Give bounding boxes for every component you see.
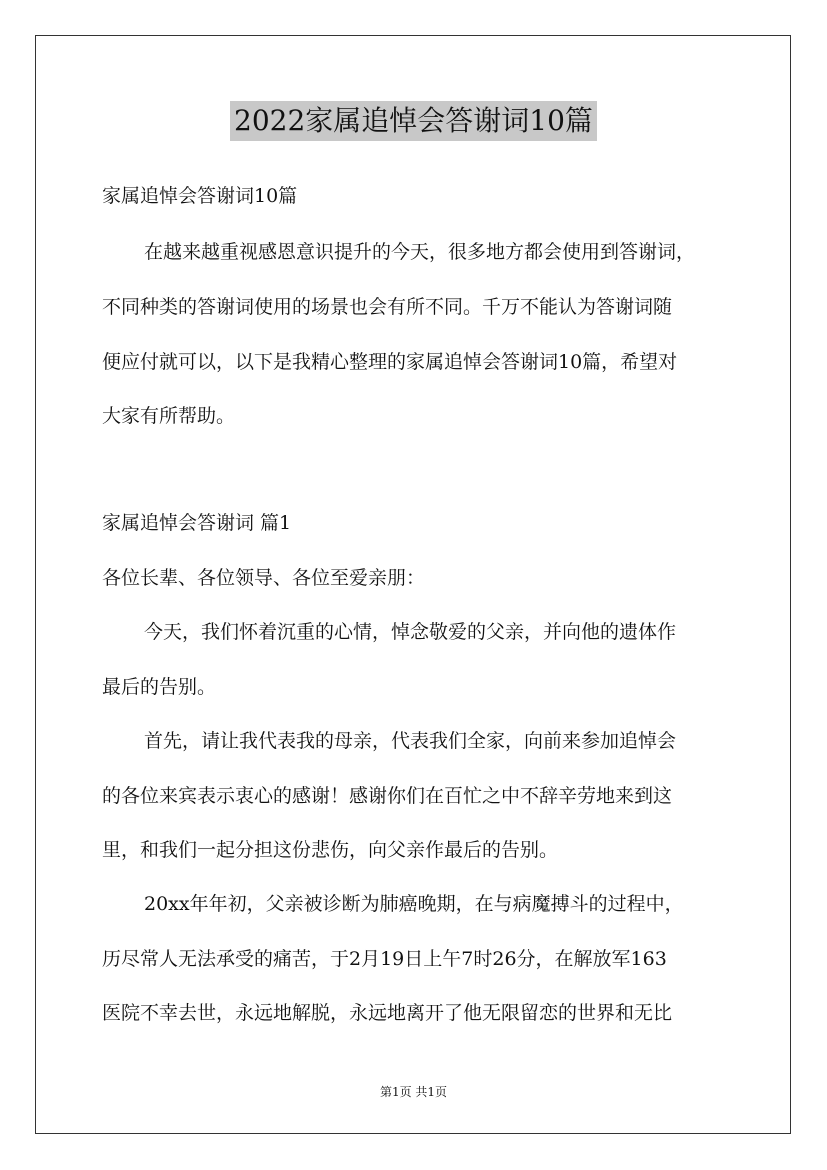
- page-footer: 第1页 共1页: [379, 1085, 448, 1099]
- para1-line-1: 今天，我们怀着沉重的心情，悼念敬爱的父亲，并向他的遗体作: [144, 621, 677, 643]
- intro-line-4: 大家有所帮助。: [102, 405, 236, 427]
- title-container: [0, 101, 827, 141]
- intro-line-3: 便应付就可以，以下是我精心整理的家属追悼会答谢词10篇，希望对: [102, 351, 678, 373]
- para1-line-2: 最后的告别。: [102, 676, 217, 698]
- intro-line-2: 不同种类的答谢词使用的场景也会有所不同。千万不能认为答谢词随: [102, 296, 673, 318]
- para2-line-2: 的各位来宾表示衷心的感谢！感谢你们在百忙之中不辞辛劳地来到这: [102, 785, 673, 807]
- salutation: 各位长辈、各位领导、各位至爱亲朋：: [102, 567, 426, 589]
- document-subtitle: 家属追悼会答谢词10篇: [102, 185, 298, 207]
- document-title: 2022家属追悼会答谢词10篇: [230, 101, 597, 141]
- para2-line-3: 里，和我们一起分担这份悲伤，向父亲作最后的告别。: [102, 839, 559, 861]
- intro-line-1: 在越来越重视感恩意识提升的今天，很多地方都会使用到答谢词，: [144, 241, 696, 263]
- para3-line-2: 历尽常人无法承受的痛苦，于2月19日上午7时26分，在解放军163: [102, 948, 667, 970]
- section-heading: 家属追悼会答谢词 篇1: [102, 512, 292, 534]
- para2-line-1: 首先，请让我代表我的母亲，代表我们全家，向前来参加追悼会: [144, 730, 677, 752]
- para3-line-1: 20xx年年初，父亲被诊断为肺癌晚期，在与病魔搏斗的过程中，: [144, 893, 684, 915]
- para3-line-3: 医院不幸去世，永远地解脱，永远地离开了他无限留恋的世界和无比: [102, 1002, 673, 1024]
